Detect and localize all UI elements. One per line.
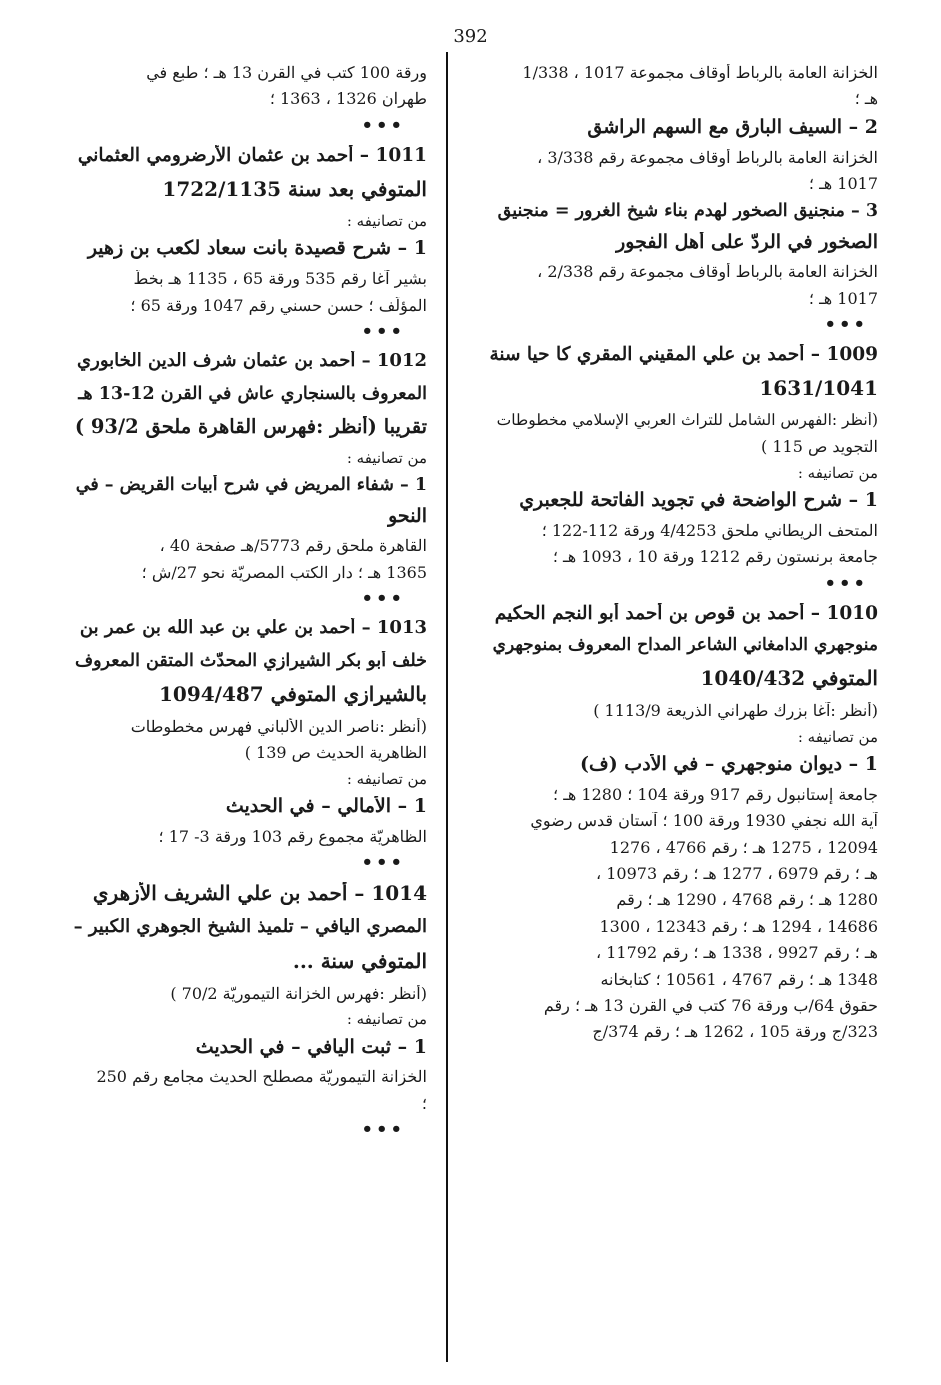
source-line: 14686 ، 1294 هـ ؛ رقم 12343 ، 1300 — [599, 917, 878, 936]
source-line: (أنظر :الفهرس الشامل للتراث العربي الإسلامي مخطوطات — [496, 412, 878, 430]
work-title: 1 – الأمالي – في الحديث — [225, 796, 427, 817]
right-column — [488, 56, 878, 1050]
entry-heading-line: منوجهري الدامغاني الشاعر المداح المعروف بمنوجهري — [492, 635, 878, 655]
work-title: 1 – شرح قصيدة بانت سعاد لكعب بن زهير — [87, 238, 427, 260]
entry-separator: ••• — [361, 116, 405, 135]
source-line: الخزانة العامة بالرباط أوقاف مجموعة رقم 2/338 ، — [537, 263, 878, 282]
entry-separator: ••• — [361, 322, 405, 341]
entry-heading: 1013 – أحمد بن علي بن عبد الله بن عمر بن — [79, 618, 427, 639]
source-line: 1017 هـ ؛ — [808, 175, 878, 194]
source-line: التجويد ص 115 ) — [761, 438, 878, 457]
source-line: الظاهريّة مجموع رقم 103 ورقة 3- 17 ؛ — [158, 827, 427, 846]
entry-separator: ••• — [361, 590, 405, 609]
entry-heading-line: 1631/1041 — [759, 377, 878, 401]
work-title-line: النحو — [388, 505, 427, 527]
source-line: 1280 هـ ؛ رقم 4768 ، 1290 هـ ؛ رقم — [616, 891, 878, 910]
entry-heading: 1014 – أحمد بن علي الشريف الأزهري — [92, 882, 427, 906]
entry-heading: 1012 – أحمد بن عثمان شرف الدين الخابوري — [77, 350, 427, 371]
source-line: هـ ؛ رقم 6979 ، 1277 هـ ؛ رقم 10973 ، — [595, 864, 878, 883]
source-line: الخزانة التيموريّة مصطلح الحديث مجامع رقم 250 — [96, 1068, 427, 1087]
entry-heading-line: المتوفي بعد سنة 1722/1135 — [162, 178, 427, 202]
source-line: الخزانة العامة بالرباط أوقاف مجموعة رقم 3/338 ، — [537, 148, 878, 167]
works-label: من تصانيفه : — [797, 464, 878, 482]
source-line: بشير آغا رقم 535 ورقة 65 ، 1135 هـ بخطّ — [133, 270, 427, 289]
source-line: 1348 هـ ؛ رقم 4767 ، 10561 ؛ كتابخانه — [600, 970, 878, 989]
source-line: (أنظر :ناصر الدين الألباني فهرس مخطوطات — [130, 717, 427, 736]
source-line: هـ ؛ رقم 9927 ، 1338 هـ ؛ رقم 11792 ، — [595, 944, 878, 963]
left-column — [72, 56, 427, 1149]
entry-heading-line: المعروف بالسنجاري عاش في القرن 12-13 هـ — [78, 383, 427, 404]
source-line: ؛ — [421, 1094, 427, 1113]
source-line: الظاهرية الحديث ص 139 ) — [244, 744, 427, 763]
entry-heading: 1010 – أحمد بن قوص بن أحمد أبو النجم الحكيم — [494, 602, 878, 624]
works-label: من تصانيفه : — [797, 728, 878, 746]
source-line: (أنظر :آغا بزرك طهراني الذريعة 1113/9 ) — [593, 702, 878, 721]
source-line: 1365 هـ ؛ دار الكتب المصريّة نحو 27/ش ؛ — [141, 563, 427, 582]
source-line: الخزانة العامة بالرباط أوقاف مجموعة 1017 ، 1/338 — [522, 64, 878, 82]
page-number: 392 — [453, 26, 488, 47]
work-title: 2 – السيف البارق مع السهم الراشق — [587, 116, 878, 138]
source-line: هـ ؛ — [854, 90, 878, 109]
work-title: 3 – منجنيق الصخور لهدم بناء شيخ الغرور = منجنيق — [497, 201, 878, 222]
work-title-line: الصخور في الردّ على أهل الفجور — [616, 231, 878, 253]
works-label: من تصانيفه : — [346, 450, 427, 468]
source-line: جامعة إستانبول رقم 917 ورقة 104 ؛ 1280 هـ ؛ — [553, 785, 878, 804]
source-line: 1017 هـ ؛ — [808, 289, 878, 308]
entry-heading-line: بالشيرازي المتوفي 1094/487 — [159, 682, 427, 706]
entry-heading-line: خلف أبو بكر الشيرازي المحدّث المتقن المعروف — [74, 650, 427, 671]
source-line: طهران 1326 ، 1363 ؛ — [269, 90, 427, 109]
source-line: 323/ج ورقة 105 ، 1262 هـ ؛ رقم 374/ج — [592, 1023, 878, 1042]
source-line: (أنظر :فهرس الخزانة التيموريّة 70/2 ) — [170, 984, 427, 1003]
entry-heading: 1011 – أحمد بن عثمان الأرضرومي العثماني — [77, 144, 427, 166]
entry-heading-line: المتوفي 1040/432 — [700, 667, 878, 691]
works-label: من تصانيفه : — [346, 1011, 427, 1029]
works-label: من تصانيفه : — [346, 770, 427, 788]
source-line: حقوق 64/ب ورقة 76 كتب في القرن 13 هـ ؛ رقم — [543, 996, 878, 1015]
column-divider — [446, 52, 448, 1362]
entry-separator: ••• — [824, 574, 868, 593]
source-line: آية الله نجفي 1930 ورقة 100 ؛ آستان قدس رضوي — [530, 812, 878, 831]
source-line: المؤلّف ؛ حسن حسني رقم 1047 ورقة 65 ؛ — [130, 296, 427, 315]
entry-separator: ••• — [361, 1121, 405, 1140]
entry-separator: ••• — [824, 316, 868, 335]
work-title: 1 – شرح الواضحة في تجويد الفاتحة للجعبري — [519, 489, 878, 511]
entry-heading-line: تقريبا (أنظر :فهرس القاهرة ملحق 93/2 ) — [74, 415, 427, 438]
source-line: جامعة برنستون رقم 1212 ورقة 10 ، 1093 هـ ؛ — [552, 548, 878, 567]
work-title: 1 – ثبت اليافي – في الحديث — [195, 1036, 427, 1058]
source-line: القاهرة ملحق رقم 5773/هـ صفحة 40 ، — [159, 537, 427, 556]
entry-heading: 1009 – أحمد بن علي المقيني المقري كا حيا سنة — [489, 344, 878, 366]
source-line: 12094 ، 1275 هـ ؛ رقم 4766 ، 1276 — [609, 838, 878, 857]
entry-heading-line: المتوفي سنة ... — [292, 949, 427, 973]
work-title: 1 – ديوان منوجهري – في الأدب (ف) — [580, 753, 878, 775]
works-label: من تصانيفه : — [346, 213, 427, 231]
source-line: المتحف الريطاني ملحق 4/4253 ورقة 112-122 ؛ — [541, 521, 878, 540]
entry-separator: ••• — [361, 854, 405, 873]
work-title: 1 – شفاء المريض في شرح أبيات القريض – في — [75, 475, 427, 496]
source-line: ورقة 100 كتب في القرن 13 هـ ؛ طبع في — [146, 64, 427, 82]
entry-heading-line: المصري اليافي – تلميذ الشيخ الجوهري الكبير – — [73, 917, 427, 938]
